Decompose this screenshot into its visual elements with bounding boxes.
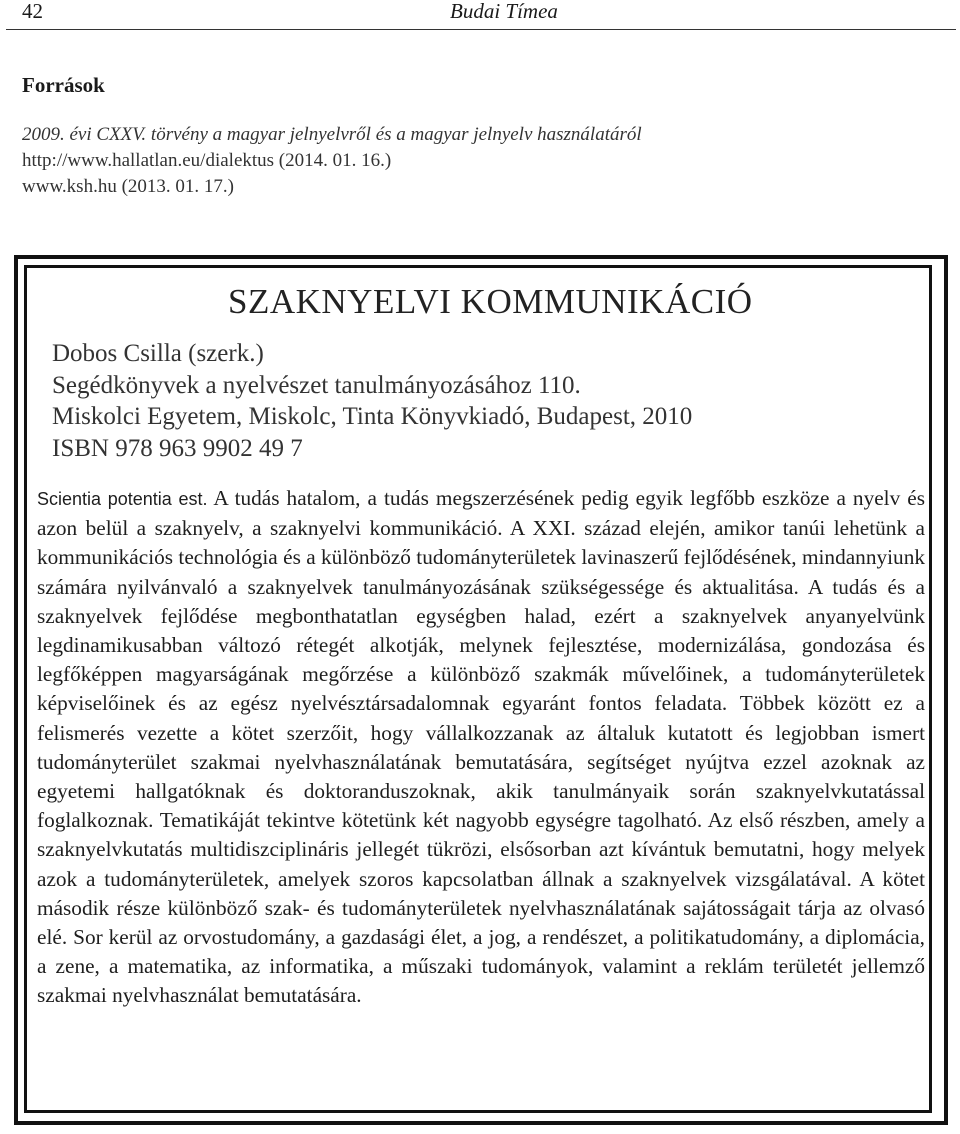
- review-latin-phrase: Scientia potentia est.: [37, 489, 208, 509]
- header-rule: [6, 29, 956, 30]
- source-item-hallatlan: http://www.hallatlan.eu/dialektus (2014. 01. 16.): [22, 150, 392, 171]
- book-editor: Dobos Csilla (szerk.): [52, 340, 264, 367]
- source-item-ksh: www.ksh.hu (2013. 01. 17.): [22, 176, 234, 197]
- book-title: SZAKNYELVI KOMMUNIKÁCIÓ: [228, 282, 753, 321]
- page-number: 42: [22, 0, 43, 23]
- source-item-law: 2009. évi CXXV. törvény a magyar jelnyelvről és a magyar jelnyelv használatáról: [22, 124, 642, 145]
- book-series: Segédkönyvek a nyelvészet tanulmányozásához 110.: [52, 371, 581, 399]
- sources-list: [22, 122, 642, 200]
- running-head-author: Budai Tímea: [450, 0, 558, 23]
- book-publisher: Miskolci Egyetem, Miskolc, Tinta Könyvkiadó, Budapest, 2010: [52, 403, 693, 430]
- page-header: [0, 0, 960, 32]
- sources-heading: Források: [22, 73, 105, 97]
- review-paragraph: [37, 484, 925, 1011]
- book-isbn: ISBN 978 963 9902 49 7: [52, 434, 303, 462]
- review-body-text: A tudás hatalom, a tudás megszerzésének pedig egyik legfőbb eszköze a nyelv és azon belül a szaknyelv, a szaknyelvi kommunikáció. A XXI. század elején, amikor tanúi lehetünk a kommunikációs technológia és a különböző tudományterületek lavinaszerű fejlődésének, mindannyiunk számára nyilvánvaló a szaknyelvek tanulmányozásának szükségessége és aktualitása. A tudás és a szaknyelvek fejlődése megbonthatatlan egységben halad, ezért a szaknyelvek anyanyelvünk legdinamikusabban változó rétegét alkotják, melynek fejlesztése, modernizálása, gondozása és legfőképpen magyarságának megőrzése a különböző szakmák művelőinek, a tudományterületek képviselőinek és az egész nyelvésztársadalomnak egyaránt fontos feladata. Többek között ez a felismerés vezette a kötet szerzőit, hogy vállalkozzanak az általuk kutatott és legjobban ismert tudományterület szakmai nyelvhasználatának bemutatására, segítséget nyújtva ezzel azoknak az egyetemi hallgatóknak és doktoranduszoknak, akik tanulmányaik során szaknyelvkutatással foglalkoznak. Tematikáját tekintve kötetünk két nagyobb egységre tagolható. Az első részben, amely a szaknyelvkutatás multidiszciplináris jellegét tükrözi, elsősorban azt kívántuk bemutatni, hogy melyek azok a tudományterületek, amelyek szoros kapcsolatban állnak a szaknyelvek vizsgálatával. A kötet második része különböző szak- és tudományterületek nyelvhasználatának sajátosságait tárja az olvasó elé. Sor kerül az orvostudomány, a gazdasági élet, a jog, a rendészet, a politikatudomány, a diplomácia, a zene, a matematika, az informatika, a műszaki tudományok, valamint a reklám területét jellemző szakmai nyelvhasználat bemutatására.: [37, 486, 925, 1008]
- book-info: [52, 338, 692, 464]
